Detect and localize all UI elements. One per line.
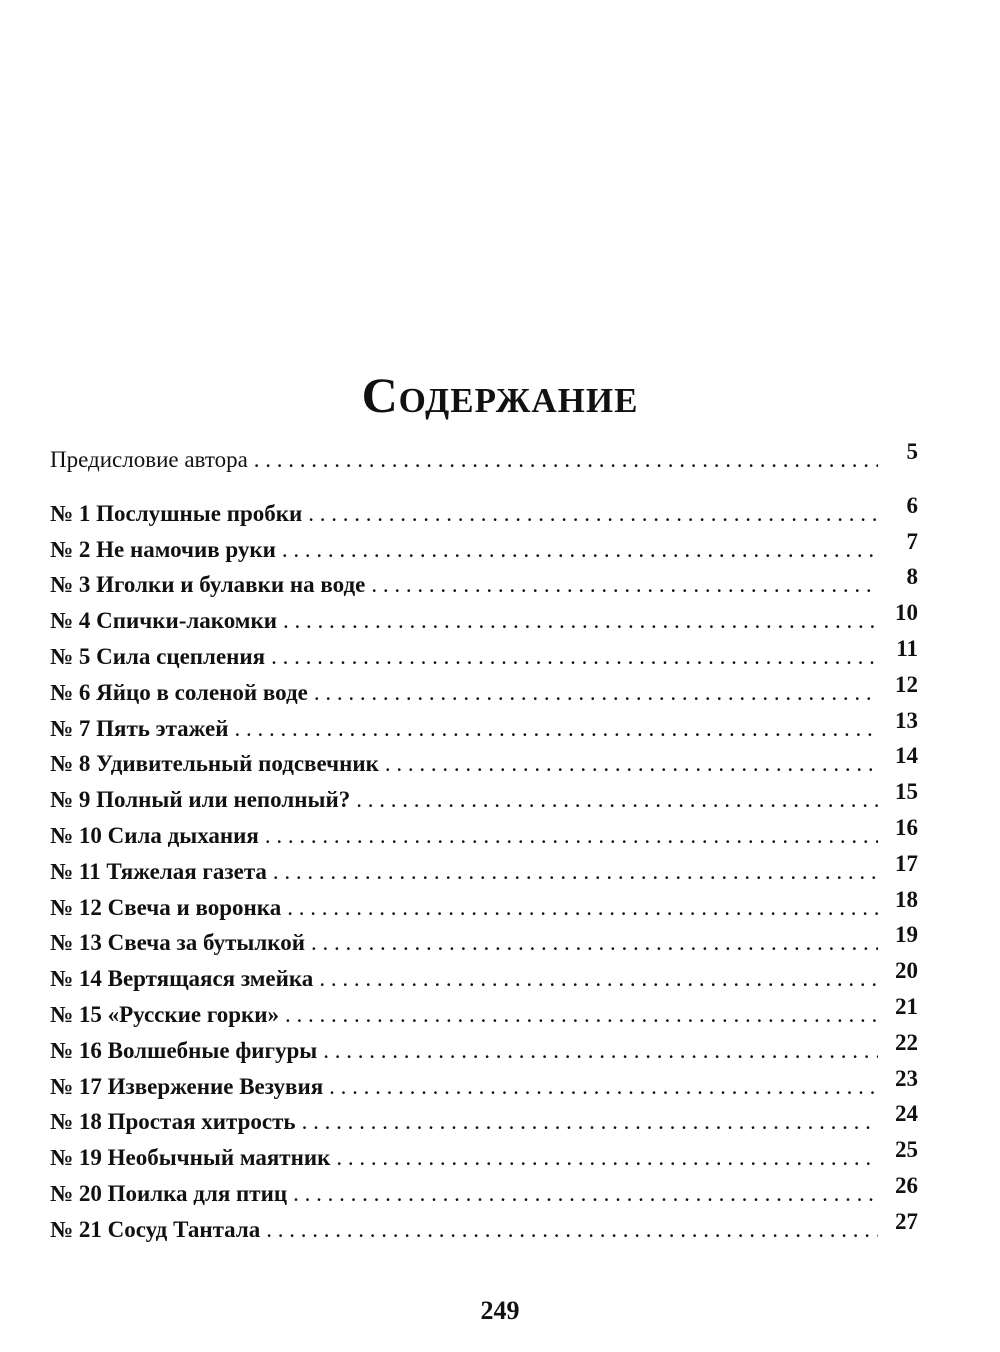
toc-entry-label: № 16 Волшебные фигуры — [50, 1037, 318, 1063]
toc-row — [50, 635, 918, 675]
toc-row — [50, 564, 918, 603]
toc-entry-label: № 6 Яйцо в соленой воде — [50, 679, 308, 705]
toc-entry-page: 22 — [895, 1029, 918, 1055]
toc-row — [50, 922, 918, 961]
toc-leader-dots — [235, 711, 878, 747]
toc-entry-page: 21 — [895, 993, 918, 1019]
toc-leader-dots — [302, 1104, 878, 1140]
toc-preface-row — [50, 439, 918, 478]
toc-row — [50, 814, 918, 854]
toc-row — [50, 528, 918, 568]
toc-entry-label: № 11 Тяжелая газета — [50, 858, 267, 884]
toc-entry-page: 25 — [895, 1137, 918, 1163]
toc-leader-dots — [271, 639, 878, 675]
toc-entry-label: № 21 Сосуд Тантала — [50, 1216, 261, 1242]
toc-leader-dots — [336, 1140, 878, 1176]
toc-entry-page: 19 — [895, 922, 918, 948]
toc-row — [50, 743, 918, 782]
toc-row — [50, 993, 918, 1033]
toc-entry-label: № 15 «Русские горки» — [50, 1001, 280, 1027]
page-title: Содержание — [361, 367, 639, 423]
toc-entry-page: 23 — [895, 1065, 918, 1091]
toc-entry-page: 26 — [895, 1172, 918, 1198]
toc-row — [50, 1029, 918, 1069]
page-number: 249 — [480, 1296, 520, 1325]
toc-entry-page: 7 — [906, 528, 918, 554]
toc-entry-label: № 12 Свеча и воронка — [50, 894, 282, 920]
toc-entry-page: 6 — [906, 492, 918, 518]
table-of-contents — [50, 439, 918, 1248]
toc-leader-dots — [265, 818, 878, 854]
toc-row — [50, 707, 918, 747]
toc-entry-page: 20 — [895, 958, 918, 984]
toc-entry-page: 24 — [895, 1101, 918, 1127]
toc-entry-page: 18 — [895, 886, 918, 912]
toc-preface-page: 5 — [906, 439, 918, 464]
toc-row — [50, 492, 918, 532]
toc-leader-dots — [314, 675, 878, 711]
toc-row — [50, 850, 918, 890]
toc-entry-page: 8 — [906, 564, 918, 590]
toc-entry-page: 12 — [895, 671, 918, 697]
toc-leader-dots — [282, 532, 878, 568]
toc-row — [50, 1172, 918, 1212]
toc-entry-label: № 17 Извержение Везувия — [50, 1073, 324, 1099]
toc-entry-page: 27 — [895, 1208, 918, 1234]
toc-leader-dots — [319, 961, 878, 997]
toc-leader-dots — [283, 603, 878, 639]
toc-entry-page: 14 — [895, 743, 918, 769]
toc-entry-label: № 4 Спички-лакомки — [50, 608, 277, 634]
toc-leader-dots — [385, 746, 878, 782]
toc-entry-label: № 5 Сила сцепления — [50, 643, 266, 669]
toc-row — [50, 600, 918, 639]
toc-leader-dots — [356, 782, 878, 818]
toc-entry-label: № 9 Полный или неполный? — [50, 787, 351, 813]
toc-entry-label: № 14 Вертящаяся змейка — [50, 966, 314, 992]
toc-entry-label: № 3 Иголки и булавки на воде — [50, 572, 366, 598]
toc-entry-page: 17 — [895, 850, 918, 876]
toc-leader-dots — [285, 997, 878, 1033]
toc-row — [50, 886, 918, 926]
toc-leader-dots — [308, 496, 878, 532]
toc-entry-label: № 7 Пять этажей — [50, 715, 229, 741]
toc-row — [50, 958, 918, 997]
toc-leader-dots — [254, 442, 878, 478]
toc-leader-dots — [329, 1069, 878, 1105]
toc-leader-dots — [371, 567, 878, 603]
toc-entry-label: № 19 Необычный маятник — [50, 1145, 331, 1171]
toc-entry-label: № 2 Не намочив руки — [50, 536, 276, 562]
toc-entry-label: № 20 Поилка для птиц — [50, 1180, 288, 1206]
toc-entry-page: 15 — [895, 779, 918, 805]
toc-entry-page: 16 — [895, 814, 918, 840]
toc-leader-dots — [273, 854, 878, 890]
toc-entry-page: 13 — [895, 707, 918, 733]
toc-row — [50, 1208, 918, 1248]
toc-leader-dots — [323, 1033, 878, 1069]
toc-entry-page: 10 — [895, 600, 918, 626]
toc-preface-label: Предисловие автора — [50, 447, 248, 472]
toc-entry-label: № 8 Удивительный подсвечник — [50, 751, 379, 777]
toc-leader-dots — [293, 1176, 878, 1212]
toc-entry-label: № 13 Свеча за бутылкой — [50, 930, 305, 956]
toc-row — [50, 779, 918, 818]
toc-entry-label: № 18 Простая хитрость — [50, 1109, 296, 1135]
toc-leader-dots — [266, 1212, 878, 1248]
toc-row — [50, 1101, 918, 1140]
toc-entry-label: № 10 Сила дыхания — [50, 822, 259, 848]
toc-row — [50, 1065, 918, 1105]
toc-entry-label: № 1 Послушные пробки — [50, 500, 303, 526]
toc-entry-page: 11 — [896, 635, 918, 661]
toc-leader-dots — [311, 925, 878, 961]
toc-row — [50, 1137, 918, 1176]
toc-leader-dots — [287, 890, 878, 926]
toc-row — [50, 671, 918, 711]
